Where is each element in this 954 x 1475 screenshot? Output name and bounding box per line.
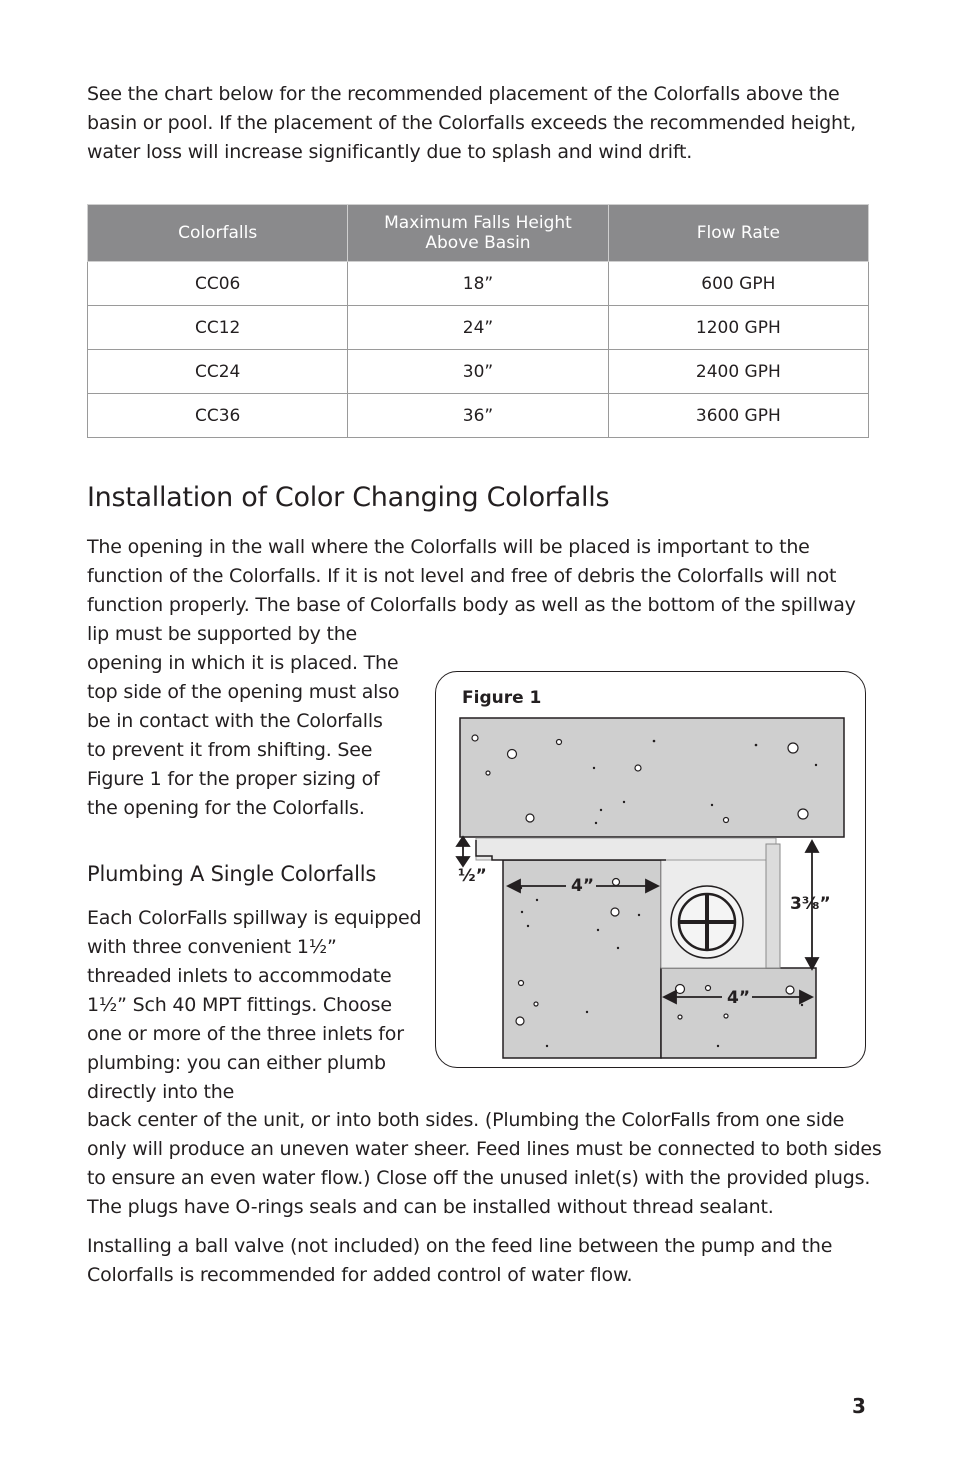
table-cell-flow: 1200 GPH — [608, 306, 868, 350]
intro-paragraph: See the chart below for the recommended placement of the Colorfalls above the basin or pool. If the placement of the Colorfalls exceeds the recommended height, water loss will increase significantly due to splash and wind drift. — [87, 83, 856, 163]
dimension-width-top: 4” — [571, 876, 595, 896]
installation-heading: Installation of Color Changing Colorfalls — [87, 482, 610, 513]
figure-1 — [435, 671, 866, 1068]
table-cell-height: 30” — [348, 350, 608, 394]
table-cell-flow: 3600 GPH — [608, 394, 868, 438]
ball-valve-paragraph: Installing a ball valve (not included) on the feed line between the pump and the Colorfalls is recommended for added control of water flow. — [87, 1235, 833, 1286]
dimension-height: 3³⁄₈” — [790, 894, 831, 914]
dimension-half-inch: ½” — [458, 866, 487, 886]
table-cell-model: CC06 — [88, 262, 348, 306]
header-max-height-text: Maximum Falls Height Above Basin — [384, 213, 572, 253]
header-flow-rate: Flow Rate — [608, 205, 868, 262]
table-cell-flow: 2400 GPH — [608, 350, 868, 394]
installation-paragraph-wrap: lip must be supported by the opening in which it is placed. The top side of the opening must also be in contact with the Colorfalls to prevent it from shifting. See Figure 1 for the proper sizing of the opening for the Colorfalls. — [87, 623, 400, 819]
table-cell-model: CC36 — [88, 394, 348, 438]
table-row — [88, 306, 869, 350]
page-number: 3 — [852, 1394, 866, 1418]
table-header-row — [88, 205, 869, 262]
plumbing-paragraph-wrap: Each ColorFalls spillway is equipped with three convenient 1½” threaded inlets to accommodate 1½” Sch 40 MPT fittings. Choose one or more of the three inlets for plumbing: you can either plumb directly into the — [87, 907, 422, 1103]
figure-label: Figure 1 — [462, 688, 542, 708]
table-cell-flow: 600 GPH — [608, 262, 868, 306]
plumbing-paragraph: back center of the unit, or into both sides. (Plumbing the ColorFalls from one side only will produce an uneven water sheer. Feed lines must be connected to both sides to ensure an even water flow.) Close off the unused inlet(s) with the provided plugs. The plugs have O-rings seals and can be installed without thread sealant. — [87, 1109, 882, 1218]
table-cell-height: 24” — [348, 306, 608, 350]
table-row — [88, 394, 869, 438]
table-row — [88, 262, 869, 306]
placement-table — [87, 204, 869, 438]
table-cell-model: CC24 — [88, 350, 348, 394]
table-row — [88, 350, 869, 394]
wall-opening-diagram — [436, 672, 866, 1068]
header-colorfalls: Colorfalls — [88, 205, 348, 262]
table-cell-height: 36” — [348, 394, 608, 438]
dimension-width-bottom: 4” — [727, 988, 751, 1008]
table-cell-height: 18” — [348, 262, 608, 306]
installation-paragraph: The opening in the wall where the Colorfalls will be placed is important to the function of the Colorfalls. If it is not level and free of debris the Colorfalls will not function properly. The base of Colorfalls body as well as the bottom of the spillway — [87, 536, 856, 616]
table-cell-model: CC12 — [88, 306, 348, 350]
header-max-height — [348, 205, 608, 262]
plumbing-heading: Plumbing A Single Colorfalls — [87, 862, 377, 886]
